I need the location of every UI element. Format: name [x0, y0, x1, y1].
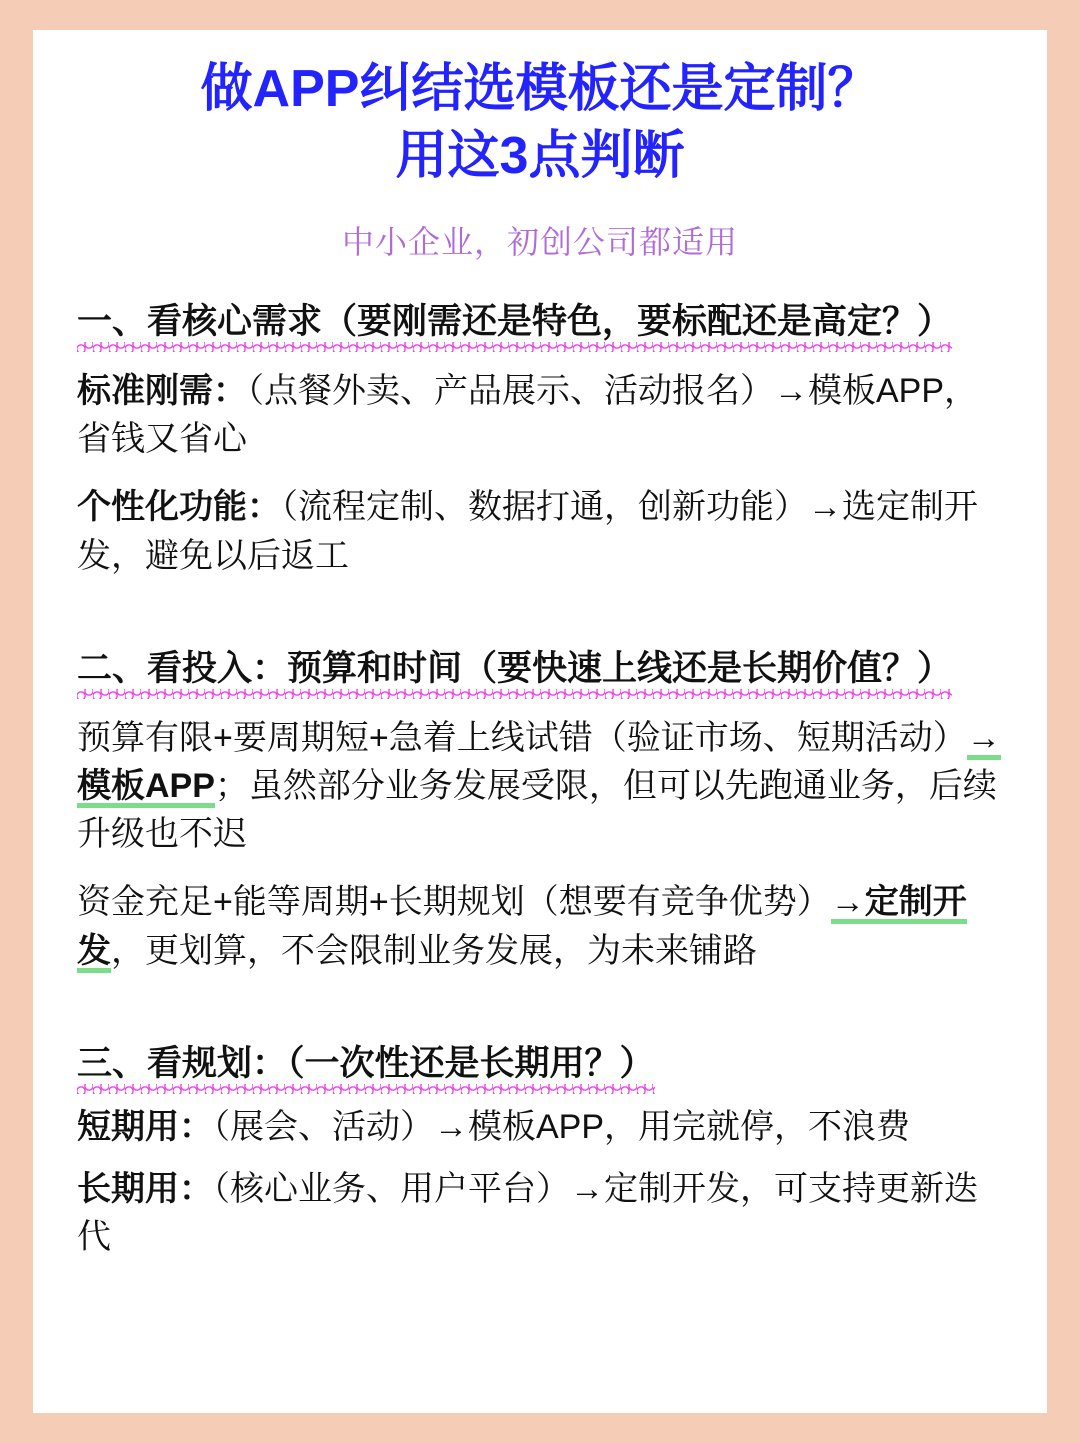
- section-1-paragraph-1-text: （点餐外卖、产品展示、活动报名）→模板APP，省钱又省心: [77, 371, 979, 459]
- page-title-line-2: 用这3点判断: [395, 126, 685, 185]
- page-title-line-1: 做APP纠结选模板还是定制？: [200, 60, 880, 118]
- section-heading-2-text: 二、看投入：预算和时间（要快速上线还是长期价值？）: [77, 649, 952, 699]
- section-2-paragraph-1-text-after: ；虽然部分业务发展受限，但可以先跑通业务，后续升级也不迟: [77, 766, 997, 854]
- section-divider-2: [77, 975, 1003, 1005]
- section-2-paragraph-1-highlight: →模板APP: [77, 719, 1001, 808]
- section-1-paragraph-1: [77, 367, 1003, 464]
- section-heading-3: [77, 1039, 1003, 1089]
- section-1-paragraph-2-label: 个性化功能：: [77, 488, 281, 527]
- section-2-paragraph-1: [77, 714, 1003, 859]
- section-2-paragraph-2-text-after: ，更划算，不会限制业务发展，为未来铺路: [111, 931, 757, 970]
- poster-card: [33, 30, 1047, 1413]
- section-1-paragraph-2-text: （流程定制、数据打通，创新功能）→选定制开发，避免以后返工: [77, 488, 978, 575]
- section-divider-1: [77, 580, 1003, 610]
- section-2-paragraph-2: [77, 878, 1003, 975]
- section-3-paragraph-1-text: （展会、活动）→模板APP，用完就停，不浪费: [213, 1107, 911, 1146]
- section-1-paragraph-1-label: 标准刚需：: [77, 371, 247, 410]
- section-3-paragraph-2-text: （核心业务、用户平台）→定制开发，可支持更新迭代: [77, 1169, 978, 1257]
- section-heading-1: [77, 297, 1003, 347]
- section-3-paragraph-2: [77, 1165, 1003, 1262]
- section-2-paragraph-1-text-before: 预算有限+要周期短+急着上线试错（验证市场、短期活动）: [77, 718, 967, 757]
- section-heading-1-text: 一、看核心需求（要刚需还是特色，要标配还是高定？）: [77, 302, 952, 352]
- section-2-paragraph-2-highlight: →定制开发: [77, 883, 967, 972]
- section-heading-2: [77, 644, 1003, 694]
- page-subtitle: 中小企业，初创公司都适用: [341, 224, 738, 261]
- section-3-paragraph-1: [77, 1103, 1003, 1151]
- section-heading-3-text: 三、看规划：（一次性还是长期用？）: [77, 1044, 655, 1094]
- section-3-paragraph-2-label: 长期用：: [77, 1169, 213, 1208]
- section-1-paragraph-2: [77, 483, 1003, 580]
- section-2-paragraph-2-text-before: 资金充足+能等周期+长期规划（想要有竞争优势）: [77, 883, 831, 922]
- section-3-paragraph-1-label: 短期用：: [77, 1107, 213, 1146]
